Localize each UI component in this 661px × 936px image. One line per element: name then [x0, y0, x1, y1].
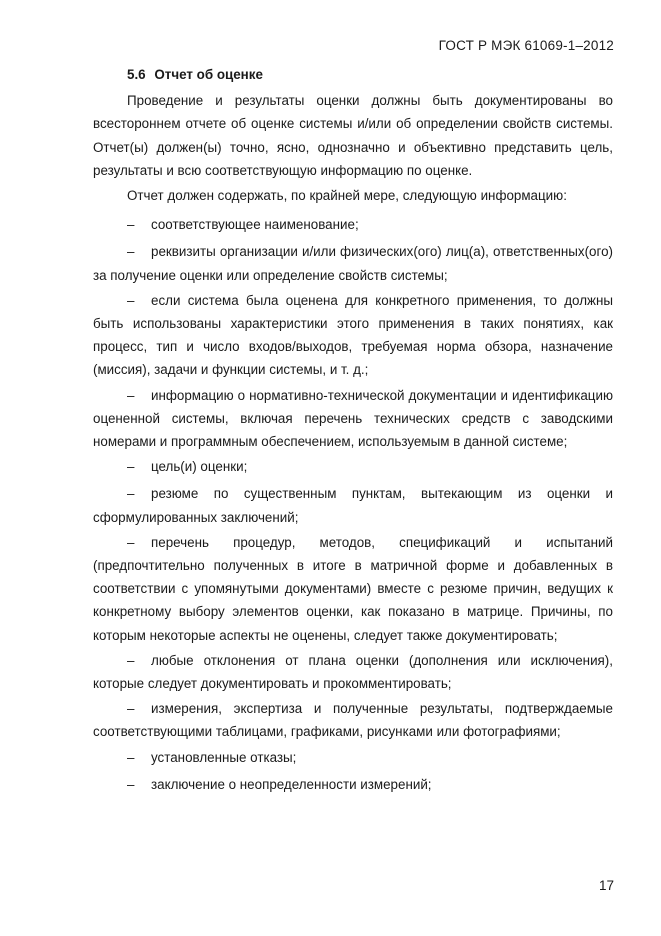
page-number: 17: [598, 878, 614, 893]
list-dash: –: [127, 486, 135, 502]
intro-paragraph: Проведение и результаты оценки должны быть документированы во всестороннем отчете об оценке системы и/или об определении свойств системы. Отчет(ы) должен(ы) точно, ясно, однозначно и объективно представить цель, результаты и всю соответствующую информацию по оценке.: [93, 93, 613, 178]
list-item: [93, 240, 613, 286]
list-item: [93, 213, 613, 236]
list-item-text: заключение о неопределенности измерений;: [151, 776, 432, 792]
list-item: [93, 289, 613, 382]
list-item-text: установленные отказы;: [151, 749, 297, 765]
list-dash: –: [127, 749, 135, 765]
list-item: [93, 531, 613, 647]
list-dash: –: [127, 701, 135, 717]
list-dash: –: [127, 776, 135, 792]
list-item: [93, 649, 613, 695]
list-item: [93, 455, 613, 478]
list-item-text: реквизиты организации и/или физических(ого) лиц(а), ответственных(ого) за получение оценки или определение свойств системы;: [93, 244, 613, 283]
list-dash: –: [127, 244, 135, 260]
section-number: 5.6: [127, 67, 146, 82]
list-item-text: соответствующее наименование;: [151, 217, 359, 233]
list-dash: –: [127, 534, 135, 550]
list-dash: –: [127, 387, 135, 403]
list-item-text: измерения, экспертиза и полученные результаты, подтверждаемые соответствующими таблицами, графиками, рисунками или фотографиями;: [93, 701, 613, 740]
page-content: [93, 63, 613, 800]
list-item-text: резюме по существенным пунктам, вытекающим из оценки и сформулированных заключений;: [93, 486, 613, 525]
page-header-standard: ГОСТ Р МЭК 61069-1–2012: [438, 38, 614, 53]
list-dash: –: [127, 217, 135, 233]
requirements-list: [93, 213, 613, 796]
lead-paragraph: Отчет должен содержать, по крайней мере, следующую информацию:: [127, 188, 567, 204]
list-item: [93, 384, 613, 454]
list-item-text: если система была оценена для конкретного применения, то должны быть использованы характеристики этого применения в таких понятиях, как процесс, тип и число входов/выходов, требуемая норма обзора, назначение (миссия), задачи и функции системы, и т. д.;: [93, 292, 613, 378]
list-dash: –: [127, 652, 135, 668]
list-dash: –: [127, 459, 135, 475]
list-item: [93, 697, 613, 743]
list-item: [93, 746, 613, 769]
list-item-text: любые отклонения от плана оценки (дополнения или исключения), которые следует документировать и прокомментировать;: [93, 652, 613, 692]
list-item-text: перечень процедур, методов, спецификаций и испытаний (предпочтительно полученных в итоге в матричной форме и добавленных в соответствии с упомянутыми документами) вместе с резюме причин, ведущих к конкретному выбору элементов оценки, как показано в матрице. Причины, по которым некоторые аспекты не оценены, следует также документировать;: [93, 534, 613, 643]
list-dash: –: [127, 292, 135, 308]
list-item: [93, 482, 613, 528]
section-heading: [93, 63, 613, 86]
list-item: [93, 773, 613, 796]
list-item-text: информацию о нормативно-технической документации и идентификацию оцененной системы, включая перечень технических средств с заводскими номерами и программным обеспечением, используемым в данной системе;: [93, 387, 613, 450]
section-title: Отчет об оценке: [154, 67, 263, 82]
list-item-text: цель(и) оценки;: [151, 459, 248, 475]
